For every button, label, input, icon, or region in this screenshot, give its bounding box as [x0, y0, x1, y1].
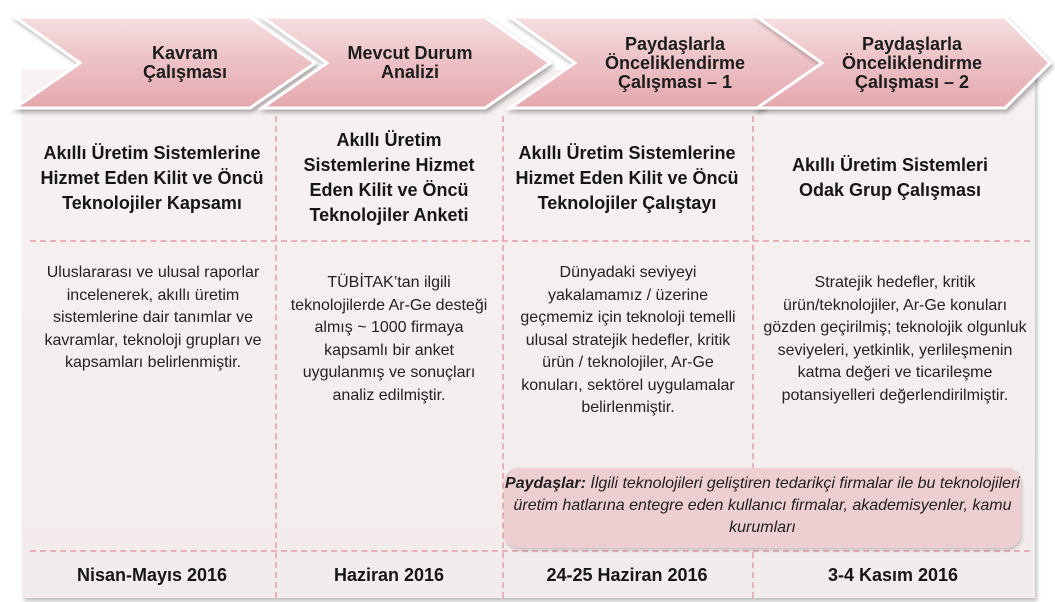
- phase-1-title: Akıllı Üretim Sistemlerine Hizmet Eden Kilit ve Öncü Teknolojiler Kapsamı: [40, 142, 264, 213]
- phase-2-title: Akıllı Üretim Sistemlerine Hizmet Eden Kilit ve Öncü Teknolojiler Anketi: [303, 130, 475, 225]
- phase-4-header: Paydaşlarla Önceliklendirme Çalışması – 2: [841, 33, 983, 92]
- phase-2-date: Haziran 2016: [333, 564, 445, 585]
- stakeholders-box: [504, 468, 1021, 548]
- stakeholders-label: Paydaşlar:: [505, 475, 586, 492]
- phase-3-description: Dünyadaki seviyeyi yakalamamız / üzerine geçmemiz için teknoloji temelli ulusal stratejik hedefler, kritik ürün / teknolojiler, Ar-Ge konuları, sektörel uygulamalar belirlenmiştir.: [520, 264, 736, 416]
- phase-1-header: Kavram Çalışması: [142, 43, 228, 82]
- phase-4-description: Stratejik hedefler, kritik ürün/teknolojiler, Ar-Ge konuları gözden geçirilmiş; teknolojik olgunluk seviyeleri, yetkinlik, yerlileşmenin katma değeri ve ticarileşme potansiyelleri değerlendirilmiştir.: [763, 274, 1027, 404]
- phase-3-date: 24-25 Haziran 2016: [546, 564, 708, 585]
- phase-2-description: TÜBİTAK’tan ilgili teknolojilerde Ar-Ge desteği almış ~ 1000 firmaya kapsamlı bir anket uygulanmış ve sonuçları analiz edilmiştir.: [290, 274, 488, 404]
- phase-3-header: Paydaşlarla Önceliklendirme Çalışması – 1: [604, 33, 746, 92]
- stakeholders-text: İlgili teknolojileri geliştiren tedarikçi firmalar ile bu teknolojileri üretim hatlarına entegre eden kullanıcı firmalar, akademisyenler, kamu kurumları: [513, 475, 1020, 536]
- phase-4-date: 3-4 Kasım 2016: [827, 564, 959, 585]
- phase-4-title: Akıllı Üretim Sistemleri Odak Grup Çalışması: [791, 155, 989, 200]
- phase-2-header: Mevcut Durum Analizi: [347, 43, 473, 82]
- phase-3-title: Akıllı Üretim Sistemlerine Hizmet Eden Kilit ve Öncü Teknolojiler Çalıştayı: [515, 142, 739, 213]
- phase-1-date: Nisan-Mayıs 2016: [76, 564, 228, 585]
- phase-1-description: Uluslararası ve ulusal raporlar incelenerek, akıllı üretim sistemlerine dair tanımlar ve kavramlar, teknoloji grupları ve kapsamları belirlenmiştir.: [44, 264, 262, 371]
